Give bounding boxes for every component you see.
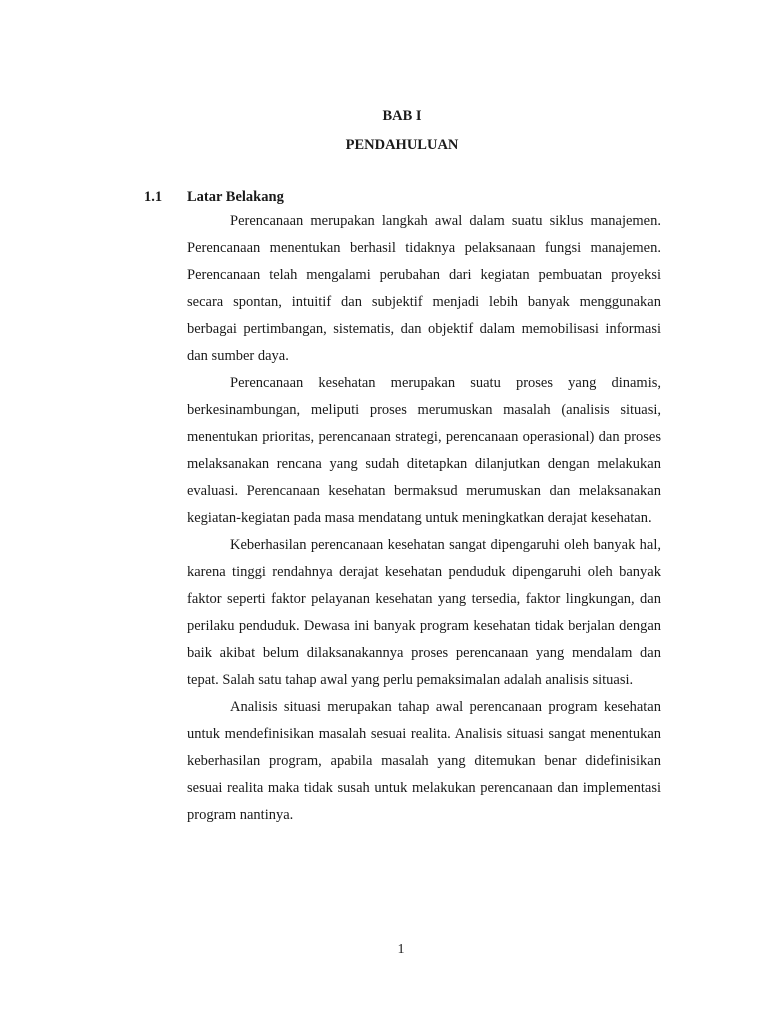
paragraph-3: Keberhasilan perencanaan kesehatan sangat dipengaruhi oleh banyak hal, karena tinggi rendahnya derajat kesehatan penduduk dipengaruhi oleh banyak faktor seperti faktor pelayanan kesehatan yang tersedia, faktor lingkungan, dan perilaku penduduk. Dewasa ini banyak program kesehatan tidak berjalan dengan baik akibat belum dilaksanakannya proses perencanaan yang mendalam dan tepat. Salah satu tahap awal yang perlu pemaksimalan adalah analisis situasi. (187, 537, 661, 688)
paragraph-2: Perencanaan kesehatan merupakan suatu proses yang dinamis, berkesinambungan, meliputi proses merumuskan masalah (analisis situasi, menentukan prioritas, perencanaan strategi, perencanaan operasional) dan proses melaksanakan rencana yang sudah ditetapkan dilanjutkan dengan melakukan evaluasi. Perencanaan kesehatan bermaksud merumuskan dan melaksanakan kegiatan-kegiatan pada masa mendatang untuk meningkatkan derajat kesehatan. (187, 375, 661, 526)
paragraph-4: Analisis situasi merupakan tahap awal perencanaan program kesehatan untuk mendefinisikan masalah sesuai realita. Analisis situasi sangat menentukan keberhasilan program, apabila masalah yang ditemukan benar didefinisikan sesuai realita maka tidak susah untuk melakukan perencanaan dan implementasi program nantinya. (187, 699, 661, 823)
chapter-number: BAB I (382, 108, 422, 124)
body-text (187, 208, 661, 829)
section-heading (144, 189, 284, 206)
page-number: 1 (397, 942, 405, 957)
paragraph-1: Perencanaan merupakan langkah awal dalam suatu siklus manajemen. Perencanaan menentukan berhasil tidaknya pelaksanaan fungsi manajemen. Perencanaan telah mengalami perubahan dari kegiatan pembuatan proyeksi secara spontan, intuitif dan subjektif menjadi lebih banyak menggunakan berbagai pertimbangan, sistematis, dan objektif dalam memobilisasi informasi dan sumber daya. (187, 213, 661, 364)
chapter-title: PENDAHULUAN (345, 137, 459, 153)
section-title: Latar Belakang (187, 189, 284, 205)
section-number: 1.1 (144, 189, 163, 205)
